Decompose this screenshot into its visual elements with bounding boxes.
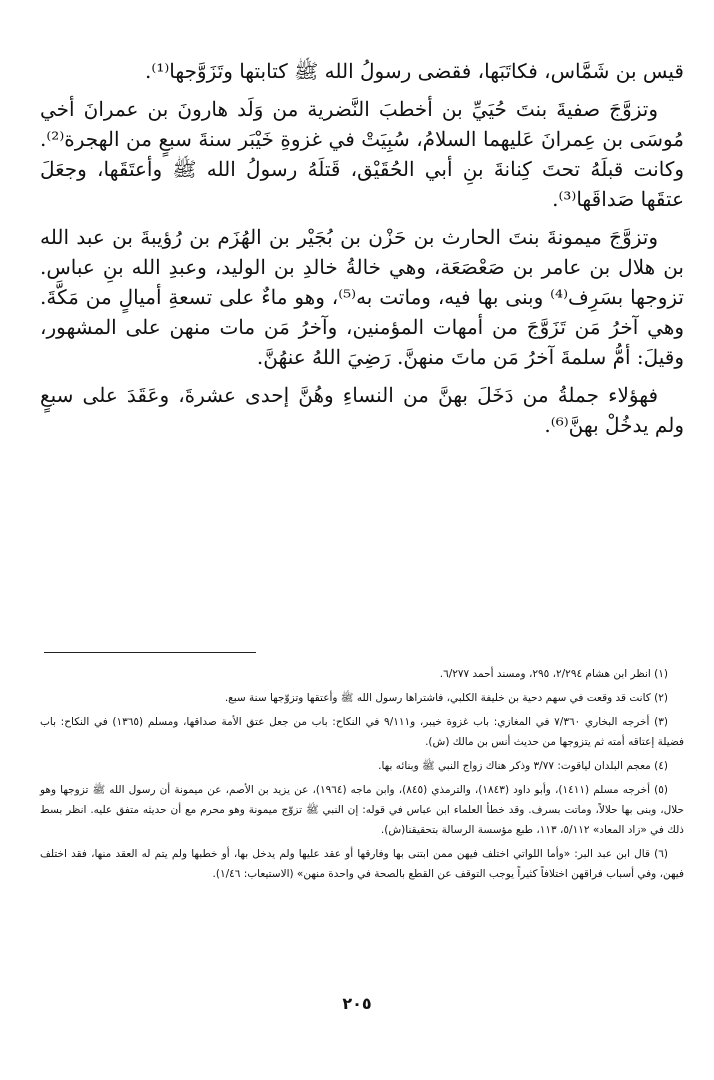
footnote-5: (٥) أخرجه مسلم (١٤١١)، وأبو داود (١٨٤٣)، والترمذي (٨٤٥)، وابن ماجه (١٩٦٤)، عن يزيد بن الأصم، عن ميمونة أن رسول الله ﷺ تزوجها وهو حلال، وبنى بها حلالاً، وماتت بسرف. وقد خطأ العلماء ابن عباس في قوله: إن النبي ﷺ تزوّج ميمونة وهو محرم مع أن حديثه متفق عليه. انظر بسط ذلك في «زاد المعاد» ٥/١١٢، ١١٣، طبع مؤسسة الرسالة بتحقيقنا(ش). — [40, 784, 684, 836]
page-number: ٢٠٥ — [342, 994, 372, 1013]
footnote-6: (٦) قال ابن عبد البر: «وأما اللواتي اختلف فيهن ممن ابتنى بها وفارقها أو عقد عليها ولم يدخل بها، أو خطبها ولم يتم له العقد منها، فقد اختلف فيهن، وفي أسباب فراقهن اختلافاً كثيراً يوجب التوقف عن القطع بالصحة في واحدة منهن» (الاستيعاب: ١/٤٦). — [40, 848, 684, 880]
footnote-1: (١) انظر ابن هشام ٢/٢٩٤، ٢٩٥، ومسند أحمد ٦/٢٧٧. — [439, 668, 668, 680]
footnote-separator — [44, 652, 256, 653]
footnotes — [40, 664, 684, 888]
paragraph-1: قيس بن شَمَّاس، فكاتَبَها، فقضى رسولُ الله ﷺ كتابتها وتَزَوَّجها⁽¹⁾. — [145, 59, 684, 83]
paragraph-3: وتزوَّجَ ميمونةَ بنتَ الحارث بن حَزْن بن بُجَيْر بن الهُزَم بن رُؤيبةَ بن عبد الله بن هلال بن عامر بن صَعْصَعَة، وهي خالةُ خالدِ بن الوليد، وعبدِ الله بنِ عباس. تزوجها بسَرِف⁽⁴⁾ وبنى بها فيه، وماتت به⁽⁵⁾، وهو ماءٌ على تسعةِ أميالٍ من مَكَّةَ. وهي آخرُ مَن تَزَوَّجَ من أمهات المؤمنين، وآخرُ مَن مات منهن على المشهور، وقيلَ: أمُّ سلمةَ آخرُ مَن ماتَ منهنَّ. رَضِيَ اللهُ عنهُنَّ. — [40, 225, 685, 369]
paragraph-2: وتزوَّجَ صفيةَ بنتَ حُيَيِّ بن أخطبَ النَّضرية من وَلَد هارونَ بن عمرانَ أخي مُوسَى بن عِمرانَ عَليهما السلامُ، سُبِيَتْ في غزوةِ خَيْبَر سنةَ سبعٍ من الهجرة⁽²⁾. وكانت قبلَهُ تحتَ كِنانةَ بنِ أبي الحُقَيْق، قَتلَهُ رسولُ الله ﷺ وأعتَقَها، وجعَلَ عتقَها صَداقَها⁽³⁾. — [40, 97, 684, 211]
footnote-2: (٢) كانت قد وقعت في سهم دحية بن خليفة الكلبي، فاشتراها رسول الله ﷺ وأعتقها وتزوّجها سنة سبع. — [224, 692, 668, 704]
footnote-4: (٤) معجم البلدان لياقوت: ٣/٧٧ وذكر هناك زواج النبي ﷺ وبنائه بها. — [378, 760, 668, 772]
main-text — [40, 56, 684, 448]
footnote-3: (٣) أخرجه البخاري ٧/٣٦٠ في المغازي: باب غزوة خيبر، و٩/١١١ في النكاح: باب من جعل عتق الأمة صداقها، ومسلم (١٣٦٥) في النكاح: باب فضيلة إعتاقه أمته ثم يتزوجها من حديث أنس بن مالك (ش). — [40, 716, 684, 748]
paragraph-4: فهؤلاء جملةُ من دَخَلَ بهنَّ من النساءِ وهُنَّ إحدى عشرةَ، وعَقَدَ على سبعٍ ولم يدخُلْ بهنَّ⁽⁶⁾. — [40, 383, 684, 437]
